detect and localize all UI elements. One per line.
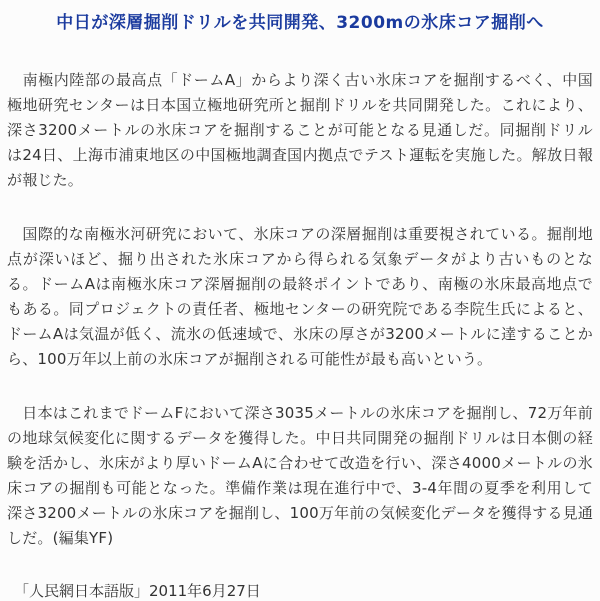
article-paragraph-2: 国際的な南極氷河研究において、氷床コアの深層掘削は重要視されている。掘削地点が深いほど、掘り出された氷床コアから得られる気象データがより古いものとなる。ドームAは南極氷床コア深層掘削の最終ポイントであり、南極の氷床最高地点でもある。同プロジェクトの責任者、極地センターの研究院である李院生氏によると、ドームAは気温が低く、流氷の低速域で、氷床の厚さが3200メートルに達することから、100万年以上前の氷床コアが掘削される可能性が最も高いという。 (7, 225, 593, 368)
source-date-line: 「人民網日本語版」2011年6月27日 (14, 582, 261, 600)
article-paragraph-3: 日本はこれまでドームFにおいて深さ3035メートルの氷床コアを掘削し、72万年前の地球気候変化に関するデータを獲得した。中日共同開発の掘削ドリルは日本側の経験を活かし、氷床がより厚いドームAに合わせて改造を行い、深さ4000メートルの氷床コアの掘削も可能となった。準備作業は現在進行中で、3-4年間の夏季を利用して深さ3200メートルの氷床コアを掘削し、100万年前の気候変化データを獲得する見通しだ。(編集YF) (7, 404, 593, 547)
article-title: 中日が深層掘削ドリルを共同開発、3200mの氷床コア掘削へ (56, 13, 544, 33)
article-paragraph-1: 南極内陸部の最高点「ドームA」からより深く古い氷床コアを掘削するべく、中国極地研究センターは日本国立極地研究所と掘削ドリルを共同開発した。これにより、深さ3200メートルの氷床コアを掘削することが可能となる見通しだ。同掘削ドリルは24日、上海市浦東地区の中国極地調査国内拠点でテスト運転を実施した。解放日報が報じた。 (7, 71, 593, 189)
article-body (7, 68, 593, 551)
